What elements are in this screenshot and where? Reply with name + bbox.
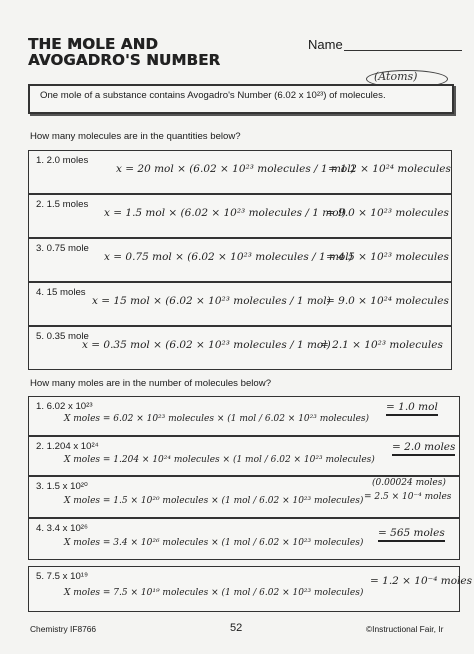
section1-problem-5-label: 5. 0.35 mole	[36, 331, 89, 342]
section1-problem-1-label: 1. 2.0 moles	[36, 155, 89, 166]
section1-problem-2-answer: = 9.0 × 10²³ molecules	[326, 207, 449, 219]
section2-problem-2-answer: = 2.0 moles	[392, 441, 455, 456]
section1-problem-3-label: 3. 0.75 mole	[36, 243, 89, 254]
section2-problem-1-work: X moles = 6.02 × 10²³ molecules × (1 mol / 6.02 × 10²³ molecules)	[64, 414, 370, 424]
section1-problem-2-label: 2. 1.5 moles	[36, 199, 89, 210]
title-line-1: THE MOLE AND	[28, 35, 158, 53]
section2-problem-5-label: 5. 7.5 x 10¹⁹	[36, 571, 89, 582]
section1-problem-5-answer: = 2.1 × 10²³ molecules	[320, 339, 443, 351]
page-number: 52	[230, 622, 243, 634]
section2-question: How many moles are in the number of molecules below?	[30, 378, 272, 389]
section2-problem-5-answer: = 1.2 × 10⁻⁴ moles	[370, 575, 472, 587]
definition-text: One mole of a substance contains Avogadro's Number (6.02 x 10²³) of molecules.	[40, 90, 386, 101]
section1-problem-1-work: x = 20 mol × (6.02 × 10²³ molecules / 1 mol)	[116, 163, 355, 175]
section1-problem-3-work: x = 0.75 mol × (6.02 × 10²³ molecules / 1 mol)	[104, 251, 353, 263]
section2-problem-3-label: 3. 1.5 x 10²⁰	[36, 481, 88, 492]
section1-problem-1-answer: = 1.2 × 10²⁴ molecules	[328, 163, 451, 175]
section2-problem-3-note: (0.00024 moles)	[372, 478, 446, 488]
worksheet-title	[28, 36, 220, 68]
section2-problem-3-work: X moles = 1.5 × 10²⁰ molecules × (1 mol / 6.02 × 10²³ molecules)	[64, 496, 364, 506]
section2-problem-3-answer: = 2.5 × 10⁻⁴ moles	[364, 492, 452, 502]
section2-problem-1-label: 1. 6.02 x 10²³	[36, 401, 93, 412]
section1-problem-4-answer: = 9.0 × 10²⁴ molecules	[326, 295, 449, 307]
section2-problem-2-label: 2. 1.204 x 10²⁴	[36, 441, 99, 452]
section1-problem-3-answer: = 4.5 × 10²³ molecules	[326, 251, 449, 263]
section2-problem-2-work: X moles = 1.204 × 10²⁴ molecules × (1 mol / 6.02 × 10²³ molecules)	[64, 455, 375, 465]
footer-publisher: ©Instructional Fair, Ir	[366, 624, 444, 634]
section1-problem-2-work: x = 1.5 mol × (6.02 × 10²³ molecules / 1 mol)	[104, 207, 347, 219]
section2-problem-4-label: 4. 3.4 x 10²⁶	[36, 523, 88, 534]
section1-problem-5-work: x = 0.35 mol × (6.02 × 10²³ molecules / 1 mol)	[82, 339, 331, 351]
section2-problem-5-work: X moles = 7.5 × 10¹⁹ molecules × (1 mol / 6.02 × 10²³ molecules)	[64, 588, 364, 598]
name-line	[344, 50, 462, 51]
section2-problem-4-work: X moles = 3.4 × 10²⁶ molecules × (1 mol / 6.02 × 10²³ molecules)	[64, 538, 364, 548]
footer-course: Chemistry IF8766	[30, 624, 97, 634]
section2-problem-1-answer: = 1.0 mol	[386, 401, 438, 416]
section1-problem-4-work: x = 15 mol × (6.02 × 10²³ molecules / 1 mol)	[92, 295, 331, 307]
title-line-2: AVOGADRO'S NUMBER	[28, 51, 221, 69]
section2-problem-4-answer: = 565 moles	[378, 527, 445, 542]
section1-question: How many molecules are in the quantities below?	[30, 131, 241, 142]
handwritten-note-atoms: (Atoms)	[374, 70, 418, 83]
name-label: Name	[308, 37, 343, 52]
section1-problem-4-label: 4. 15 moles	[36, 287, 86, 298]
